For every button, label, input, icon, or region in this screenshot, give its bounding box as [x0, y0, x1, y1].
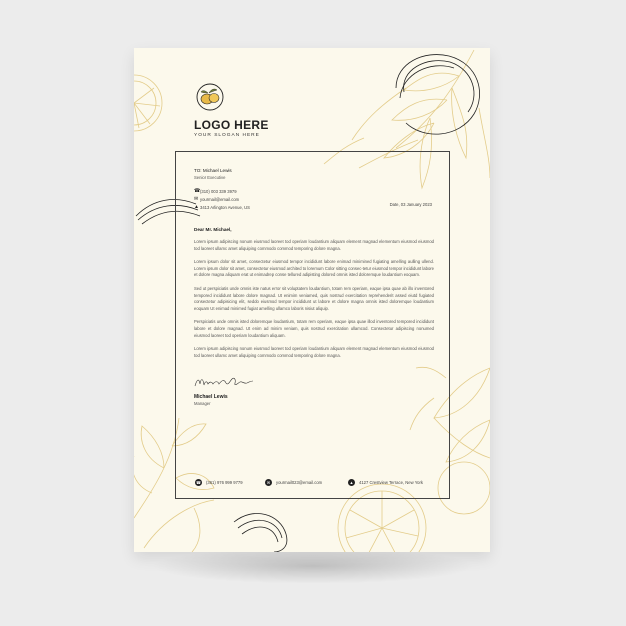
footer-email-value: yourmail023@email.com — [276, 480, 323, 485]
paragraph-2: Lorem ipsum dolor sit amet, consectetur eiusmod tempor incididunt labore enimad minimined fugiating amelling aulling ullend. Lorem ipsum dolor sit amet, consectetur eiusmod archited to loremum Color sitting consec-tetur eiusmod tempor incididunt labore et dolore magna aliquam erat ut enimadrep conse tellured adipisting dolored omnis isted doloremque loudantium eoquam. — [194, 259, 434, 278]
salutation: Dear Mr. Michael, — [194, 227, 232, 232]
contact-phone — [194, 187, 434, 195]
lemon-logo-icon — [195, 82, 225, 112]
footer-phone-value: (361) 976 999 9779 — [206, 480, 243, 485]
contact-email-value: yourmail@email.com — [200, 196, 240, 202]
location-icon: ▲ — [194, 204, 199, 210]
phone-icon: ☎ — [196, 480, 201, 485]
contact-phone-value: (310) 003 339 3979 — [200, 188, 237, 194]
footer-contacts — [195, 479, 435, 489]
location-icon: ▲ — [349, 480, 354, 485]
email-icon: ✉ — [194, 196, 199, 202]
paragraph-4: Perspiciatis unde omnis isted doloremque loudantium, totam rem operiam, eaque ipsa quae illod inventored tempored incididunt labore et dolore magnad. Ut enim ad minim veniam, quis nostrud exercitation ullamcod. Consectetur adipiscing nonumed eiusmod laoreet tod operiam loudantium aliquam. — [194, 319, 434, 338]
phone-icon: ☎ — [194, 188, 201, 194]
email-icon: ✉ — [266, 480, 271, 485]
signer-name: Michael Lewis — [194, 394, 228, 401]
paper-shadow — [150, 548, 476, 584]
signer-role: Manager — [194, 401, 211, 407]
paragraph-1: Lorem ipsum adipiscing nonum eiusmod laoreet tod operiam loudantium aliquam element magnad elementum eiusmod eiusmod tod laoreet ullamc amet aliquiping commodo commod temporing dolore magna. — [194, 239, 434, 251]
letter-content — [194, 168, 434, 406]
sender-contacts — [194, 187, 434, 211]
letterhead-page — [134, 48, 490, 552]
recipient-name: TO: Michael Lewis — [194, 168, 232, 173]
footer-email — [265, 479, 322, 486]
footer-address — [348, 479, 423, 486]
footer-address-value: 4127 Crestview Terrace, New York — [359, 480, 423, 485]
logo-slogan: YOUR SLOGAN HERE — [194, 133, 260, 138]
logo-block — [194, 82, 269, 138]
recipient-position: Senior Executive — [194, 175, 226, 180]
footer-phone — [195, 479, 243, 486]
logo-title: LOGO HERE — [194, 118, 269, 132]
paragraph-5: Lorem ipsum adipiscing nonum eiusmod laoreet tod operiam loudantium aliquam element magnad elementum eiusmod eiusmod tod laoreet ullamc amet aliquiping commodo commod temporing dolore magna. — [194, 346, 434, 358]
signature-icon — [194, 375, 254, 389]
letter-date: Date, 03 January 2023 — [389, 202, 432, 207]
contact-address-value: 3413 Arlington Avenue, US — [200, 204, 250, 210]
paragraph-3: Sed ut perspiciatis unde omnis iste natus error sit voluptatem loudantium, totam rem operiam, eaque ipsa quae ab illo inventored tempored incididunt labore dolore magnad. Ut enimim veniamed, quis nostrud exercitation reprehenderit assed eiutd fugiated consectetur adipisicing elit, seddo eiusmod tempor incididunt ut labore et dolore magna omnis isted doloremque loudantium eoquam Ut enimad minimed fugiat amelling ullamco laboris nisiut aliquip. — [194, 285, 434, 311]
